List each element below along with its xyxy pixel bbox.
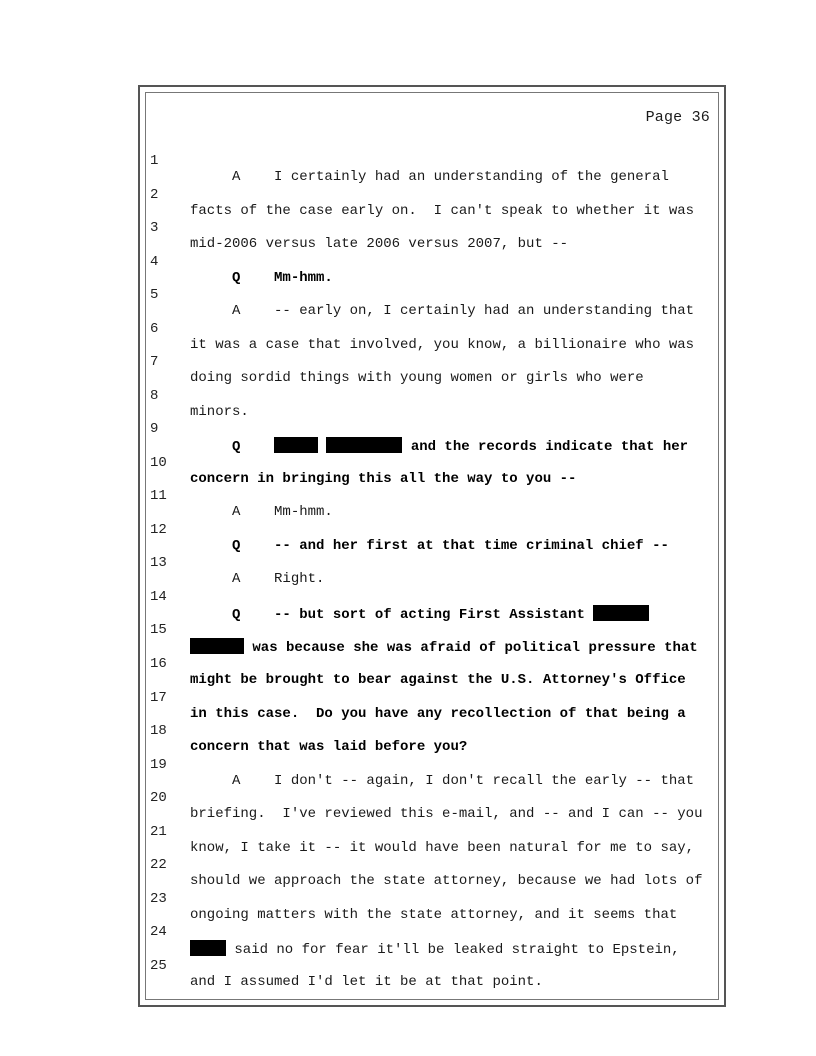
line-number: 11 [150, 488, 167, 504]
line-text: might be brought to bear against the U.S. Attorney's Office [190, 672, 686, 688]
transcript-line [140, 741, 710, 789]
transcript-line [140, 841, 710, 889]
line-text: A Right. [190, 571, 325, 587]
line-text: in this case. Do you have any recollection of that being a [190, 706, 686, 722]
line-number: 15 [150, 622, 167, 638]
line-number: 25 [150, 958, 167, 974]
line-number: 3 [150, 220, 159, 236]
line-number: 17 [150, 690, 167, 706]
line-text: briefing. I've reviewed this e-mail, and -- and I can -- you [190, 806, 703, 822]
transcript-line [140, 372, 710, 420]
line-number: 1 [150, 153, 159, 169]
line-number: 20 [150, 790, 167, 806]
transcript-line [140, 942, 710, 990]
line-text: should we approach the state attorney, because we had lots of [190, 873, 703, 889]
line-number: 2 [150, 187, 159, 203]
line-text-pre: Q -- but sort of acting First Assistant [190, 607, 594, 623]
transcript-line [140, 606, 710, 656]
line-text: concern that was laid before you? [190, 739, 468, 755]
line-text: A Mm-hmm. [190, 504, 333, 520]
line-text: A I don't -- again, I don't recall the early -- that [190, 773, 695, 789]
line-text: ongoing matters with the state attorney, and it seems that [190, 907, 678, 923]
line-text: Q Mm-hmm. [190, 270, 333, 286]
line-number: 18 [150, 723, 167, 739]
transcript-line [140, 271, 710, 319]
line-number: 9 [150, 421, 159, 437]
line-number: 16 [150, 656, 167, 672]
line-text: minors. [190, 404, 249, 420]
line-number: 7 [150, 354, 159, 370]
transcript-line [140, 875, 710, 923]
line-text: Q -- and her first at that time criminal chief -- [190, 538, 669, 554]
transcript-line [140, 204, 710, 252]
transcript-line [140, 137, 710, 185]
transcript-line [140, 674, 710, 722]
line-number: 21 [150, 824, 167, 840]
transcript-line [140, 338, 710, 386]
line-text: and I assumed I'd let it be at that point. [190, 974, 543, 990]
transcript-line [140, 774, 710, 822]
transcript-line [140, 640, 710, 688]
line-number: 19 [150, 757, 167, 773]
transcript-line [140, 573, 710, 623]
line-text: facts of the case early on. I can't speak to whether it was [190, 203, 695, 219]
line-number: 14 [150, 589, 167, 605]
line-text-post: and the records indicate that her [402, 439, 689, 455]
transcript-line [140, 238, 710, 286]
line-text: concern in bringing this all the way to you -- [190, 471, 577, 487]
line-number: 6 [150, 321, 159, 337]
line-text: mid-2006 versus late 2006 versus 2007, but -- [190, 236, 569, 252]
transcript-line [140, 808, 710, 856]
transcript-line [140, 506, 710, 554]
transcript-line [140, 707, 710, 755]
transcript-line [140, 439, 710, 487]
line-text: know, I take it -- it would have been natural for me to say, [190, 840, 695, 856]
line-number: 8 [150, 388, 159, 404]
line-text-post: was because she was afraid of political pressure that [244, 640, 698, 656]
transcript-line [140, 305, 710, 353]
line-number: 12 [150, 522, 167, 538]
line-number: 13 [150, 555, 167, 571]
transcript-line [140, 539, 710, 587]
page-frame [138, 85, 726, 1007]
transcript-line [140, 908, 710, 958]
page-number: Page 36 [645, 109, 710, 126]
line-text: A I certainly had an understanding of the general [190, 169, 669, 185]
line-number: 24 [150, 924, 167, 940]
transcript-line [140, 171, 710, 219]
transcript-line [140, 405, 710, 455]
line-number: 22 [150, 857, 167, 873]
line-text-pre: Q [190, 439, 275, 455]
line-number: 4 [150, 254, 159, 270]
line-text: A -- early on, I certainly had an understanding that [190, 303, 695, 319]
line-number: 5 [150, 287, 159, 303]
line-number: 23 [150, 891, 167, 907]
line-text: it was a case that involved, you know, a billionaire who was [190, 337, 695, 353]
line-text-post: said no for fear it'll be leaked straight to Epstein, [226, 942, 680, 958]
line-text: doing sordid things with young women or girls who were [190, 370, 644, 386]
transcript-line [140, 472, 710, 520]
line-number: 10 [150, 455, 167, 471]
